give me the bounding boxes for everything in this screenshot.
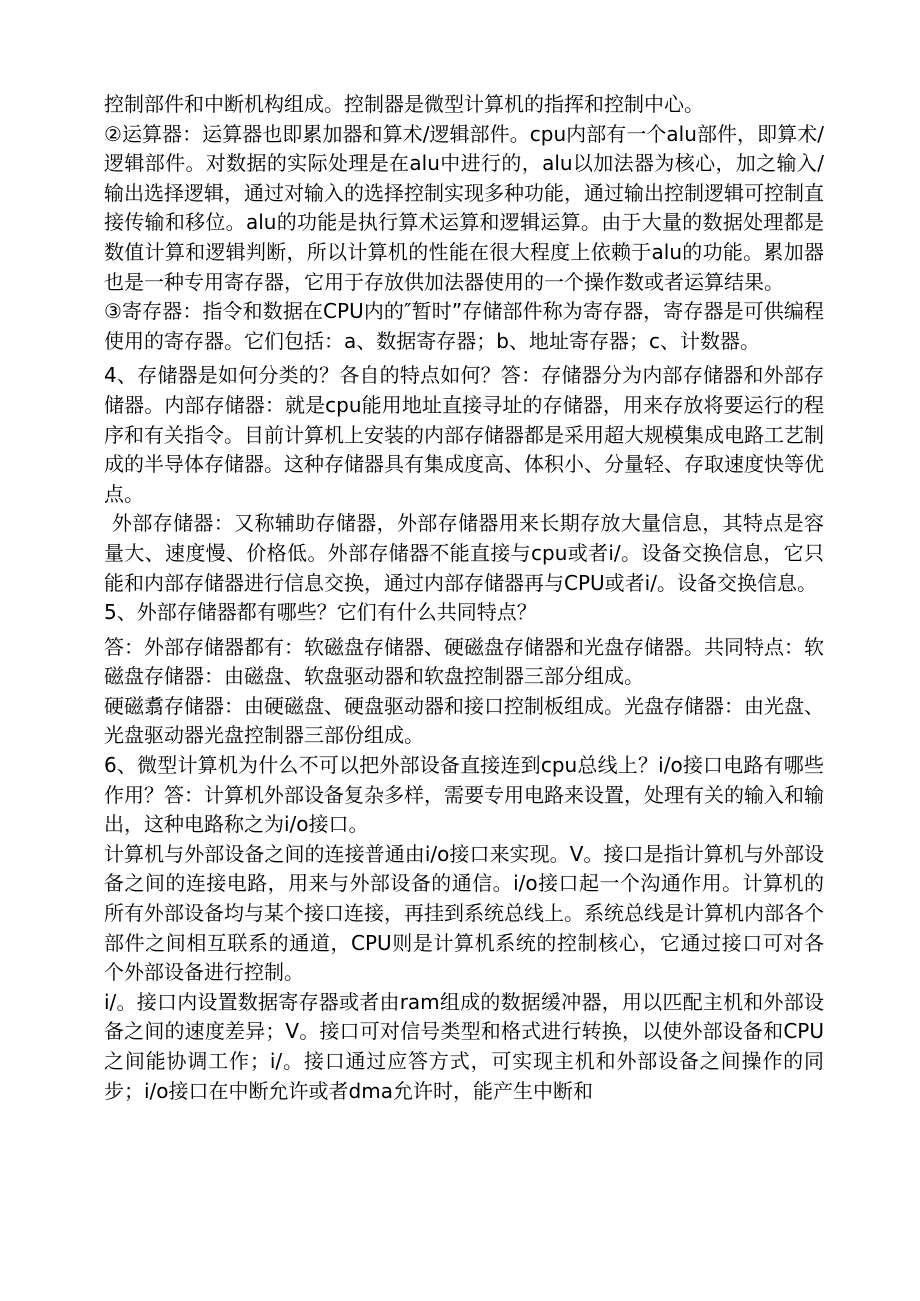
paragraph-external-storage: 外部存储器：又称辅助存储器，外部存储器用来长期存放大量信息，其特点是容量大、速度慢、价格低。外部存储器不能直接与cpu或者i/。设备交换信息，它只能和内部存储器进行信息交换，通过内部存储器再与CPU或者i/。设备交换信息。 xyxy=(104,511,824,595)
paragraph-registers: ③寄存器：指令和数据在CPU内的″暂时”存储部件称为寄存器，寄存器是可供编程使用的寄存器。它们包括：a、数据寄存器；b、地址寄存器；c、计数器。 xyxy=(104,299,824,353)
paragraph-alu: ②运算器：运算器也即累加器和算术/逻辑部件。cpu内部有一个alu部件，即算术/逻辑部件。对数据的实际处理是在alu中进行的，alu以加法器为核心，加之输入/输出选择逻辑，通过对输入的选择控制实现多种功能，通过输出控制逻辑可控制直接传输和移位。alu的功能是执行算术运算和逻辑运算。由于大量的数据处理都是数值计算和逻辑判断，所以计算机的性能在很大程度上依赖于alu的功能。累加器也是一种专用寄存器，它用于存放供加法器使用的一个操作数或者运算结果。 xyxy=(104,121,824,294)
paragraph-hard-disk: 硬磁翥存储器：由硬磁盘、硬盘驱动器和接口控制板组成。光盘存储器：由光盘、光盘驱动器光盘控制器三部份组成。 xyxy=(104,693,824,748)
paragraph-answer-5: 答：外部存储器都有：软磁盘存储器、硬磁盘存储器和光盘存储器。共同特点：软磁盘存储器：由磁盘、软盘驱动器和软盘控制器三部分组成。 xyxy=(104,634,824,689)
paragraph-controller-summary: 控制部件和中断机构组成。控制器是微型计算机的指挥和控制中心。 xyxy=(104,92,704,116)
paragraph-question-5: 5、外部存储器都有哪些？它们有什么共同特点？ xyxy=(104,600,537,625)
document-page xyxy=(104,90,824,1106)
paragraph-io-connection: 计算机与外部设备之间的连接普通由i/o接口来实现。V。接口是指计算机与外部设备之间的连接电路，用来与外部设备的通信。i/o接口起一个沟通作用。计算机的所有外部设备均与某个接口连接，再挂到系统总线上。系统总线是计算机内部各个部件之间相互联系的通道，CPU则是计算机系统的控制核心，它通过接口可对各个外部设备进行控制。 xyxy=(104,841,824,985)
paragraph-question-6: 6、微型计算机为什么不可以把外部设备直接连到cpu总线上？i/o接口电路有哪些作用？答：计算机外部设备复杂多样，需要专用电路来设置，处理有关的输入和输出，这种电路称之为i/o接口。 xyxy=(104,753,824,837)
paragraph-question-4: 4、存储器是如何分类的？各自的特点如何？答：存储器分为内部存储器和外部存储器。内部存储器：就是cpu能用地址直接寻址的存储器，用来存放将要运行的程序和有关指令。目前计算机上安装的内部存储器都是采用超大规模集成电路工艺制成的半导体存储器。这种存储器具有集成度高、体积小、分量轻、存取速度快等优点。 xyxy=(104,363,824,506)
paragraph-io-functions: i/。接口内设置数据寄存器或者由ram组成的数据缓冲器，用以匹配主机和外部设备之间的速度差异；V。接口可对信号类型和格式进行转换，以使外部设备和CPU之间能协调工作；i/。接口通过应答方式，可实现主机和外部设备之间操作的同步；i/o接口在中断允许或者dma允许时，能产生中断和 xyxy=(104,989,824,1103)
